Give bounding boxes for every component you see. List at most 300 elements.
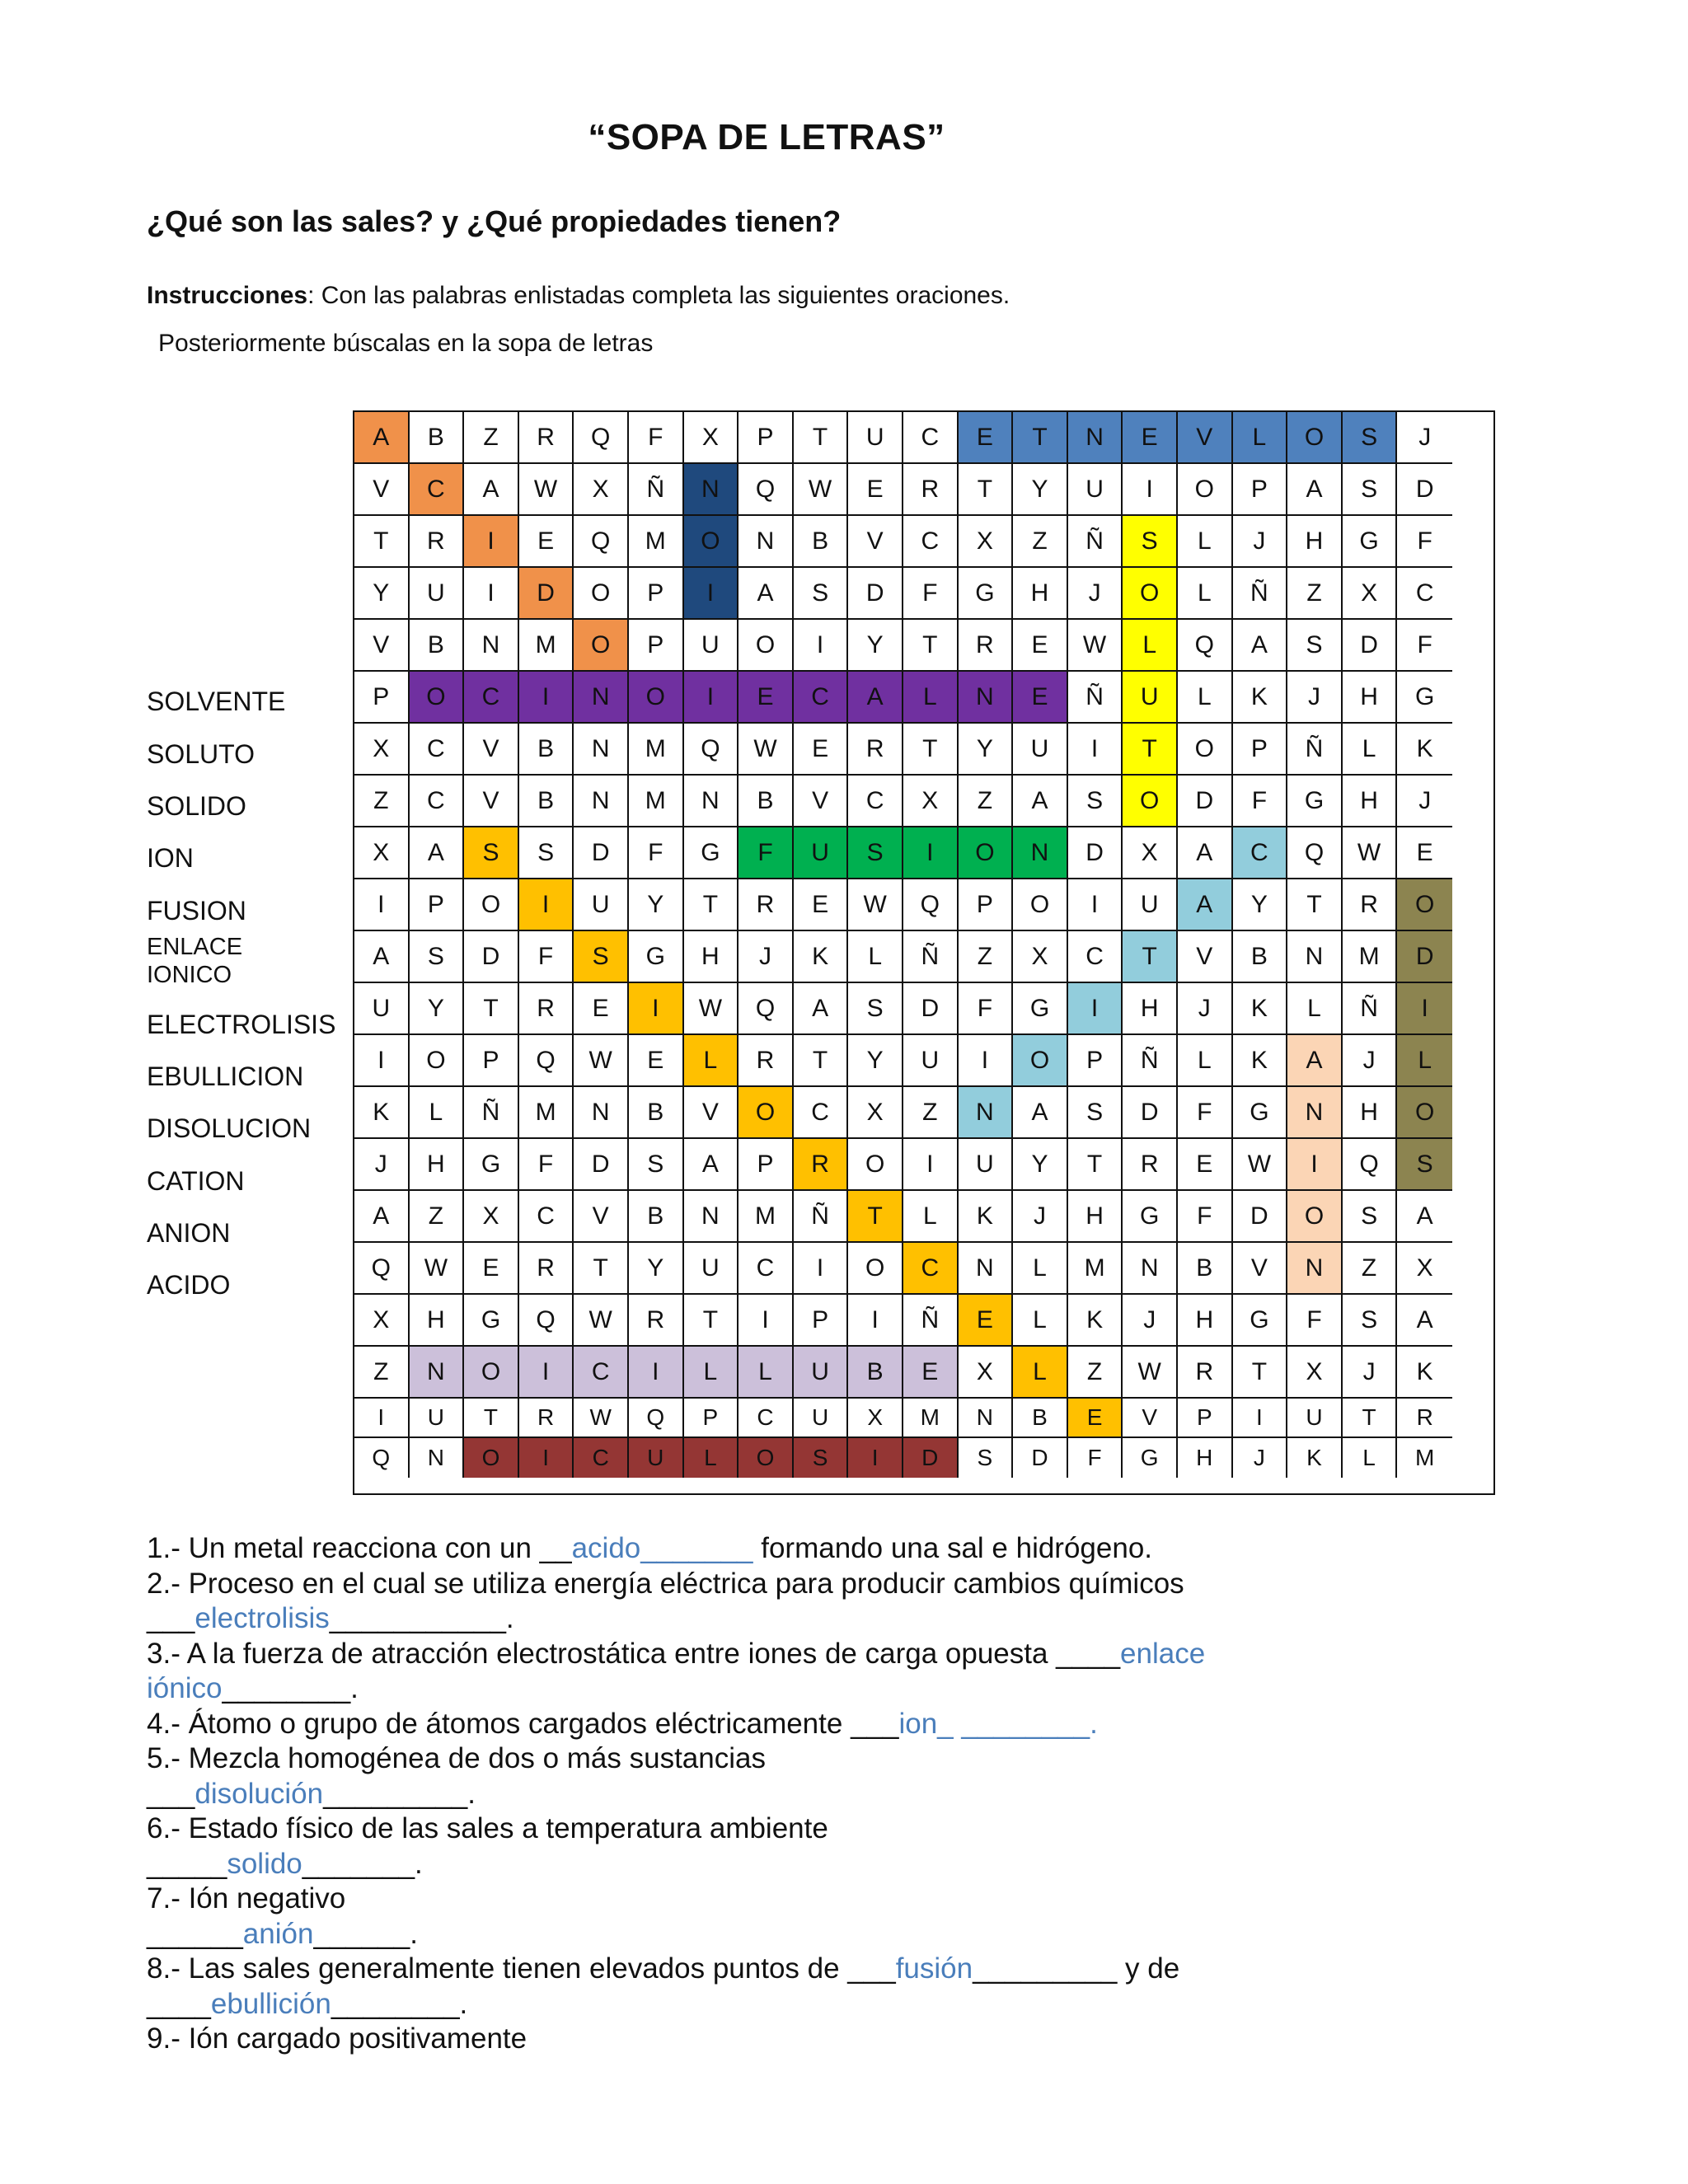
grid-cell: N <box>1287 1087 1343 1139</box>
grid-cell: N <box>574 776 629 827</box>
grid-cell: P <box>1068 1035 1123 1087</box>
grid-cell: R <box>959 620 1014 672</box>
grid-cell: N <box>959 672 1014 724</box>
grid-cell: L <box>1343 1438 1398 1478</box>
grid-cell: W <box>738 724 794 776</box>
question-text: ___ <box>147 1602 195 1634</box>
grid-cell: T <box>1123 724 1178 776</box>
instructions-label: Instrucciones <box>147 282 308 309</box>
grid-cell: U <box>410 568 465 620</box>
grid-cell: K <box>1397 724 1452 776</box>
grid-cell: L <box>1343 724 1398 776</box>
grid-cell: O <box>738 1438 794 1478</box>
grid-cell: E <box>1178 1139 1233 1191</box>
grid-cell: N <box>464 620 519 672</box>
grid-cell: I <box>903 1139 959 1191</box>
grid-cell: J <box>1343 1035 1398 1087</box>
grid-cell: O <box>410 672 465 724</box>
grid-cell: V <box>464 776 519 827</box>
question-line <box>147 1601 1548 1637</box>
grid-cell: H <box>1068 1191 1123 1243</box>
grid-cell: V <box>574 1191 629 1243</box>
grid-cell: O <box>629 672 684 724</box>
grid-cell: O <box>1178 724 1233 776</box>
grid-cell: I <box>629 1347 684 1399</box>
grid-cell: H <box>684 931 739 983</box>
grid-cell: I <box>794 620 849 672</box>
grid-cell: M <box>629 724 684 776</box>
grid-cell: V <box>354 620 410 672</box>
grid-cell: W <box>1068 620 1123 672</box>
grid-cell: Y <box>354 568 410 620</box>
grid-cell: V <box>1178 412 1233 464</box>
grid-cell: X <box>959 516 1014 568</box>
grid-cell: U <box>1287 1399 1343 1438</box>
grid-cell: F <box>1178 1087 1233 1139</box>
grid-cell: L <box>1178 1035 1233 1087</box>
grid-cell: X <box>1013 931 1068 983</box>
question-text: ______ <box>147 1917 243 1950</box>
grid-cell: F <box>1397 516 1452 568</box>
grid-cell: J <box>1068 568 1123 620</box>
grid-cell: L <box>410 1087 465 1139</box>
instructions-line2: Posteriormente búscalas en la sopa de letras <box>158 330 654 357</box>
answer-text: ebullición <box>210 1987 331 2020</box>
grid-cell: T <box>848 1191 903 1243</box>
grid-cell: U <box>1123 672 1178 724</box>
grid-cell: G <box>1233 1295 1288 1347</box>
grid-cell: E <box>959 412 1014 464</box>
grid-cell: Ñ <box>903 931 959 983</box>
grid-cell: N <box>1013 827 1068 879</box>
question-text: 9.- Ión cargado positivamente <box>147 2022 528 2055</box>
question-text: ________. <box>331 1987 468 2020</box>
grid-cell: W <box>684 983 739 1035</box>
grid-cell: G <box>1123 1191 1178 1243</box>
grid-cell: T <box>1123 931 1178 983</box>
question-text: 1.- Un metal reacciona con un __ <box>147 1532 572 1564</box>
grid-cell: H <box>1178 1438 1233 1478</box>
grid-cell: N <box>1287 931 1343 983</box>
grid-cell: L <box>1013 1243 1068 1295</box>
grid-cell: C <box>574 1347 629 1399</box>
grid-cell: C <box>1397 568 1452 620</box>
grid-cell: I <box>848 1438 903 1478</box>
grid-cell: W <box>574 1399 629 1438</box>
grid-cell: K <box>959 1191 1014 1243</box>
grid-cell: U <box>684 620 739 672</box>
grid-cell: O <box>1397 879 1452 931</box>
question-line <box>147 1917 1548 1952</box>
questions-section <box>147 1531 1548 2057</box>
grid-cell: O <box>464 879 519 931</box>
grid-cell: S <box>794 1438 849 1478</box>
grid-cell: F <box>1233 776 1288 827</box>
grid-cell: E <box>1123 412 1178 464</box>
grid-cell: Z <box>354 776 410 827</box>
grid-cell: M <box>903 1399 959 1438</box>
grid-cell: I <box>629 983 684 1035</box>
grid-cell: S <box>959 1438 1014 1478</box>
grid-cell: G <box>1123 1438 1178 1478</box>
grid-cell: H <box>1343 672 1398 724</box>
grid-cell: D <box>574 827 629 879</box>
grid-cell: D <box>519 568 574 620</box>
grid-cell: G <box>1343 516 1398 568</box>
answer-text: fusión <box>895 1952 973 1985</box>
grid-cell: G <box>1397 672 1452 724</box>
grid-cell: A <box>354 1191 410 1243</box>
grid-cell: P <box>738 412 794 464</box>
grid-cell: B <box>1178 1243 1233 1295</box>
grid-cell: N <box>684 776 739 827</box>
question-line <box>147 1567 1548 1602</box>
grid-cell: C <box>903 412 959 464</box>
grid-cell: D <box>903 1438 959 1478</box>
grid-cell: N <box>574 672 629 724</box>
grid-cell: S <box>1068 776 1123 827</box>
grid-cell: R <box>519 983 574 1035</box>
grid-cell: S <box>1287 620 1343 672</box>
grid-cell: X <box>848 1399 903 1438</box>
grid-cell: R <box>410 516 465 568</box>
grid-cell: I <box>519 1347 574 1399</box>
question-text: ___________. <box>329 1602 514 1634</box>
grid-cell: L <box>1233 412 1288 464</box>
grid-cell: T <box>684 879 739 931</box>
grid-cell: L <box>684 1438 739 1478</box>
grid-cell: I <box>738 1295 794 1347</box>
grid-cell: E <box>574 983 629 1035</box>
grid-cell: Q <box>519 1035 574 1087</box>
grid-cell: Z <box>1343 1243 1398 1295</box>
grid-cell: N <box>574 724 629 776</box>
grid-cell: L <box>738 1347 794 1399</box>
grid-cell: N <box>574 1087 629 1139</box>
grid-cell: H <box>410 1295 465 1347</box>
grid-cell: A <box>1397 1295 1452 1347</box>
grid-cell: R <box>903 464 959 516</box>
grid-cell: C <box>903 1243 959 1295</box>
grid-cell: F <box>1178 1191 1233 1243</box>
question-text: ________. <box>222 1672 359 1704</box>
grid-cell: P <box>629 568 684 620</box>
grid-cell: T <box>684 1295 739 1347</box>
answer-text: _______ <box>640 1532 753 1564</box>
grid-cell: I <box>959 1035 1014 1087</box>
grid-cell: Q <box>1343 1139 1398 1191</box>
grid-cell: X <box>464 1191 519 1243</box>
grid-cell: C <box>464 672 519 724</box>
grid-cell: N <box>1287 1243 1343 1295</box>
grid-cell: M <box>629 776 684 827</box>
answer-text: anión <box>242 1917 314 1950</box>
grid-cell: N <box>738 516 794 568</box>
grid-cell: R <box>794 1139 849 1191</box>
word-acido: ACIDO <box>147 1270 231 1300</box>
question-text: ___ <box>147 1777 195 1810</box>
grid-cell: Y <box>1013 1139 1068 1191</box>
word-solido: SOLIDO <box>147 791 246 821</box>
grid-cell: I <box>519 1438 574 1478</box>
word-enlace: ENLACE <box>147 934 243 960</box>
grid-cell: Z <box>410 1191 465 1243</box>
grid-cell: E <box>959 1295 1014 1347</box>
grid-cell: I <box>354 1399 410 1438</box>
grid-cell: J <box>1397 776 1452 827</box>
grid-cell: K <box>1233 1035 1288 1087</box>
grid-cell: M <box>519 620 574 672</box>
grid-cell: D <box>574 1139 629 1191</box>
grid-cell: A <box>1287 464 1343 516</box>
question-text: 4.- Átomo o grupo de átomos cargados eléctricamente ___ <box>147 1707 899 1740</box>
grid-cell: I <box>1068 724 1123 776</box>
grid-cell: Z <box>1287 568 1343 620</box>
grid-cell: S <box>1123 516 1178 568</box>
grid-cell: S <box>1397 1139 1452 1191</box>
grid-cell: I <box>519 879 574 931</box>
question-line <box>147 1847 1548 1882</box>
grid-cell: L <box>1178 516 1233 568</box>
grid-cell: B <box>410 620 465 672</box>
grid-cell: L <box>1123 620 1178 672</box>
grid-cell: E <box>1397 827 1452 879</box>
grid-cell: D <box>903 983 959 1035</box>
grid-cell: Y <box>848 1035 903 1087</box>
answer-text: disolución <box>195 1777 324 1810</box>
grid-cell: R <box>519 1399 574 1438</box>
grid-cell: A <box>354 931 410 983</box>
grid-cell: A <box>1013 1087 1068 1139</box>
grid-cell: X <box>354 827 410 879</box>
grid-cell: U <box>794 827 849 879</box>
grid-cell: E <box>794 724 849 776</box>
grid-cell: Q <box>574 412 629 464</box>
grid-cell: A <box>354 412 410 464</box>
grid-cell: R <box>1178 1347 1233 1399</box>
grid-cell: J <box>1123 1295 1178 1347</box>
grid-cell: A <box>1178 827 1233 879</box>
grid-cell: A <box>1397 1191 1452 1243</box>
page-subtitle: ¿Qué son las sales? y ¿Qué propiedades tienen? <box>147 204 842 238</box>
grid-cell: I <box>1123 464 1178 516</box>
grid-cell: J <box>1287 672 1343 724</box>
question-text: 3.- A la fuerza de atracción electrostática entre iones de carga opuesta ____ <box>147 1637 1121 1670</box>
grid-cell: I <box>848 1295 903 1347</box>
grid-cell: Q <box>1178 620 1233 672</box>
question-line <box>147 1637 1548 1672</box>
word-soluto: SOLUTO <box>147 739 255 769</box>
grid-cell: T <box>1233 1347 1288 1399</box>
grid-cell: C <box>738 1399 794 1438</box>
grid-cell: O <box>464 1438 519 1478</box>
grid-cell: B <box>629 1087 684 1139</box>
grid-cell: O <box>959 827 1014 879</box>
grid-cell: Z <box>959 776 1014 827</box>
grid-cell: U <box>1013 724 1068 776</box>
grid-cell: P <box>354 672 410 724</box>
grid-cell: V <box>1178 931 1233 983</box>
grid-cell: P <box>1178 1399 1233 1438</box>
grid-cell: V <box>848 516 903 568</box>
grid-cell: T <box>464 1399 519 1438</box>
grid-cell: Ñ <box>1068 672 1123 724</box>
grid-cell: Q <box>354 1438 410 1478</box>
grid-cell: D <box>1178 776 1233 827</box>
grid-cell: E <box>1068 1399 1123 1438</box>
grid-cell: S <box>848 983 903 1035</box>
grid-cell: M <box>1068 1243 1123 1295</box>
grid-cell: Q <box>738 983 794 1035</box>
word-ion: ION <box>147 843 194 873</box>
word-electrolisis: ELECTROLISIS <box>147 1010 336 1039</box>
grid-cell: C <box>794 672 849 724</box>
grid-cell: T <box>354 516 410 568</box>
answer-text: ion_ ________. <box>898 1707 1098 1740</box>
grid-cell: A <box>684 1139 739 1191</box>
grid-cell: O <box>574 568 629 620</box>
grid-cell: O <box>684 516 739 568</box>
question-text: 7.- Ión negativo <box>147 1882 346 1915</box>
grid-cell: A <box>1013 776 1068 827</box>
grid-cell: T <box>794 1035 849 1087</box>
grid-cell: A <box>1287 1035 1343 1087</box>
grid-cell: Z <box>959 931 1014 983</box>
grid-cell: C <box>1233 827 1288 879</box>
grid-cell: P <box>738 1139 794 1191</box>
grid-cell: B <box>1013 1399 1068 1438</box>
grid-cell: I <box>1397 983 1452 1035</box>
grid-cell: V <box>354 464 410 516</box>
grid-cell: A <box>738 568 794 620</box>
grid-cell: O <box>464 1347 519 1399</box>
grid-cell: F <box>1287 1295 1343 1347</box>
grid-cell: W <box>574 1295 629 1347</box>
grid-cell: W <box>848 879 903 931</box>
grid-cell: V <box>1123 1399 1178 1438</box>
grid-cell: O <box>1397 1087 1452 1139</box>
grid-cell: B <box>794 516 849 568</box>
grid-cell: F <box>629 827 684 879</box>
grid-cell: R <box>738 879 794 931</box>
grid-cell: J <box>1013 1191 1068 1243</box>
grid-cell: U <box>959 1139 1014 1191</box>
grid-cell: N <box>1123 1243 1178 1295</box>
question-text: 6.- Estado físico de las sales a temperatura ambiente <box>147 1812 828 1844</box>
grid-cell: C <box>738 1243 794 1295</box>
grid-cell: H <box>1287 516 1343 568</box>
grid-cell: N <box>959 1087 1014 1139</box>
grid-cell: Y <box>959 724 1014 776</box>
grid-cell: Q <box>354 1243 410 1295</box>
grid-cell: C <box>574 1438 629 1478</box>
grid-cell: N <box>410 1347 465 1399</box>
grid-cell: Q <box>684 724 739 776</box>
grid-cell: G <box>1287 776 1343 827</box>
grid-cell: V <box>464 724 519 776</box>
answer-text: iónico <box>147 1672 223 1704</box>
grid-cell: S <box>1343 1295 1398 1347</box>
grid-cell: Ñ <box>1343 983 1398 1035</box>
grid-cell: Ñ <box>1068 516 1123 568</box>
grid-cell: G <box>629 931 684 983</box>
grid-cell: C <box>794 1087 849 1139</box>
grid-cell: Z <box>1068 1347 1123 1399</box>
grid-cell: N <box>684 464 739 516</box>
grid-cell: P <box>629 620 684 672</box>
grid-cell: R <box>1343 879 1398 931</box>
grid-cell: Ñ <box>1233 568 1288 620</box>
grid-cell: P <box>1233 464 1288 516</box>
grid-cell: B <box>519 724 574 776</box>
grid-cell: I <box>684 672 739 724</box>
grid-cell: A <box>794 983 849 1035</box>
question-text: formando una sal e hidrógeno. <box>753 1532 1153 1564</box>
grid-cell: X <box>684 412 739 464</box>
word-ebullicion: EBULLICION <box>147 1062 304 1091</box>
grid-cell: Q <box>629 1399 684 1438</box>
grid-cell: T <box>1343 1399 1398 1438</box>
grid-cell: O <box>1178 464 1233 516</box>
grid-cell: X <box>354 724 410 776</box>
grid-cell: Y <box>848 620 903 672</box>
word-cation: CATION <box>147 1166 245 1196</box>
grid-cell: U <box>1068 464 1123 516</box>
grid-cell: Y <box>629 879 684 931</box>
question-line <box>147 1741 1548 1777</box>
grid-cell: G <box>464 1139 519 1191</box>
grid-cell: A <box>1233 620 1288 672</box>
grid-cell: S <box>629 1139 684 1191</box>
question-text: ______. <box>313 1917 418 1950</box>
grid-cell: X <box>959 1347 1014 1399</box>
grid-cell: P <box>464 1035 519 1087</box>
grid-cell: S <box>519 827 574 879</box>
grid-cell: E <box>1013 620 1068 672</box>
word-anion: ANION <box>147 1218 231 1248</box>
grid-cell: I <box>794 1243 849 1295</box>
grid-cell: B <box>629 1191 684 1243</box>
grid-cell: G <box>1013 983 1068 1035</box>
grid-cell: U <box>848 412 903 464</box>
word-ionico: IONICO <box>147 962 232 988</box>
grid-cell: R <box>1123 1139 1178 1191</box>
question-text: _________. <box>323 1777 476 1810</box>
word-solvente: SOLVENTE <box>147 687 286 716</box>
grid-cell: K <box>1287 1438 1343 1478</box>
grid-cell: Y <box>1013 464 1068 516</box>
grid-cell: S <box>1343 1191 1398 1243</box>
grid-cell: S <box>464 827 519 879</box>
grid-cell: C <box>519 1191 574 1243</box>
grid-cell: S <box>848 827 903 879</box>
grid-cell: L <box>1178 672 1233 724</box>
answer-text: solido <box>227 1847 302 1880</box>
page-title: “SOPA DE LETRAS” <box>588 117 945 157</box>
grid-cell: U <box>354 983 410 1035</box>
grid-cell: R <box>1397 1399 1452 1438</box>
grid-cell: P <box>684 1399 739 1438</box>
grid-cell: E <box>1013 672 1068 724</box>
grid-cell: L <box>1178 568 1233 620</box>
grid-cell: I <box>464 568 519 620</box>
grid-cell: R <box>738 1035 794 1087</box>
grid-cell: C <box>848 776 903 827</box>
instructions-text: : Con las palabras enlistadas completa las siguientes oraciones. <box>307 282 1010 309</box>
grid-cell: T <box>1013 412 1068 464</box>
grid-cell: O <box>848 1139 903 1191</box>
grid-cell: F <box>1068 1438 1123 1478</box>
